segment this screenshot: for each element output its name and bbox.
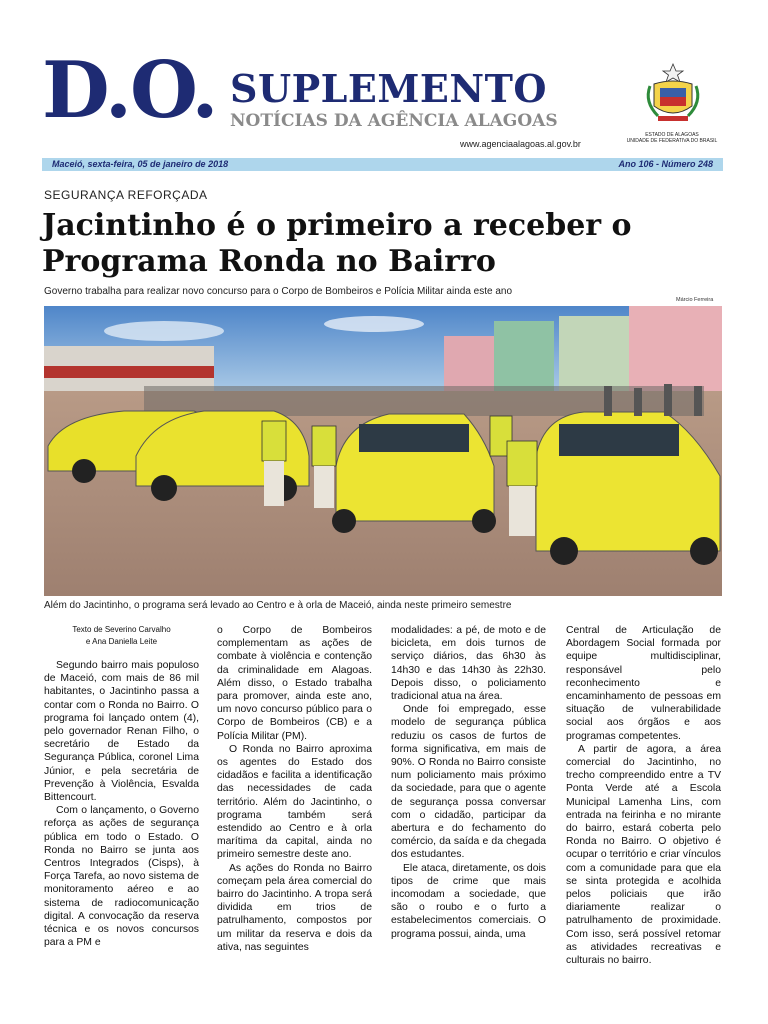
paragraph: Segundo bairro mais populoso de Maceió, com mais de 86 mil habitantes, o Jacintinho passa a contar com o Ronda no Bairro. O programa foi lançado ontem (4), pelo governador Renan Filho, o secretário de Estado da Segurança Pública, coronel Lima Júnior, e pela secretária de Prevenção à Violência, Esvalda Bittencourt.	[44, 660, 199, 804]
website-link[interactable]: www.agenciaalagoas.al.gov.br	[460, 139, 581, 149]
paragraph: Ele ataca, diretamente, os dois tipos de crime que mais incomodam a sociedade, que são o roubo e o furto a estabelecimentos comerciais. O programa possui, ainda, uma	[391, 862, 546, 940]
paragraph: Central de Articulação de Abordagem Social formada por equipe multidisciplinar, responsável pelo reconhecimento e encaminhamento de pessoas em situação de vulnerabilidade social aos órgãos e aos programas competentes.	[566, 625, 721, 742]
photo-caption: Além do Jacintinho, o programa será levado ao Centro e à orla de Maceió, ainda neste primeiro semestre	[44, 600, 512, 611]
article-photo	[44, 306, 722, 596]
supplement-title: SUPLEMENTO	[230, 66, 547, 111]
do-logo: D.O.	[42, 45, 217, 136]
supplement-subtitle: NOTÍCIAS DA AGÊNCIA ALAGOAS	[230, 111, 558, 131]
paragraph: A partir de agora, a área comercial do Jacintinho, no trecho compreendido entre a TV Ponta Verde até a Escola Municipal Lamenha Lins, com entrada na feirinha e no mirante do bairro, estará coberta pelo Ronda no Bairro. O objetivo é ocupar o território e criar vínculos com a comunidade para que ela se sinta protegida e acolhida pelos policiais que irão diariamente realizar o patrulhamento de proximidade. Com isso, será possível retomar as atividades recreativas e culturais no bairro.	[566, 743, 721, 967]
paragraph: O Ronda no Bairro aproxima os agentes do Estado dos cidadãos e facilita a identificação das necessidades de cada território. Além do Jacintinho, o programa também será estendido ao Centro e à orla marítima da capital, ainda no primeiro semestre deste ano.	[217, 743, 372, 861]
paragraph: As ações do Ronda no Bairro começam pela área comercial do bairro do Jacintinho. A tropa será dividida em trios de patrulhamento, compostos por um militar da reserva e dois da ativa, nas seguintes	[217, 862, 372, 953]
article-column-4	[566, 624, 721, 967]
article-subhead: Governo trabalha para realizar novo concurso para o Corpo de Bombeiros e Polícia Militar ainda este ano	[44, 286, 513, 297]
byline	[44, 624, 199, 648]
paragraph: Onde foi empregado, esse modelo de segurança pública reduziu os casos de furtos de forma significativa, em mais de 90%. O Ronda no Bairro consiste num policiamento mais próximo da sociedade, para que o agente de segurança possa conversar com o cidadão, participar da abertura e do fechamento do comércio, da saída e da chegada dos estudantes.	[391, 704, 546, 861]
state-crest-icon	[640, 62, 706, 128]
paragraph: o Corpo de Bombeiros complementam as ações de combate à violência e contenção da criminalidade em Alagoas. Além disso, o Estado trabalha para promover, ainda este ano, um novo concurso público para o Corpo de Bombeiros (CB) e a Polícia Militar (PM).	[217, 625, 372, 742]
section-kicker: SEGURANÇA REFORÇADA	[44, 188, 208, 202]
article-column-3	[391, 624, 546, 941]
photo-credit: Márcio Ferreira	[676, 297, 714, 303]
article-column-1	[44, 624, 199, 949]
paragraph: modalidades: a pé, de moto e de bicicleta, em dois turnos de serviço diários, das 6h30 às 14h30 e das 14h30 às 22h30. Depois disso, o policiamento tradicional atua na área.	[391, 625, 546, 703]
patrol-car-3	[332, 414, 496, 533]
date-bar	[42, 158, 723, 171]
issue-number: Ano 106 - Número 248	[618, 159, 713, 169]
issue-date: Maceió, sexta-feira, 05 de janeiro de 2018	[52, 159, 229, 169]
crest-caption	[622, 132, 722, 144]
crest-line-1: ESTADO DE ALAGOAS	[645, 132, 699, 138]
crest-line-2: UNIDADE DE FEDERATIVA DO BRASIL	[626, 138, 718, 144]
byline-line-2: e Ana Daniella Leite	[85, 637, 158, 646]
byline-line-1: Texto de Severino Carvalho	[72, 625, 171, 634]
article-headline: Jacintinho é o primeiro a receber o Programa Ronda no Bairro	[42, 208, 632, 279]
paragraph: Com o lançamento, o Governo reforça as ações de segurança pública em todo o Estado. O Ronda no Bairro se junta aos Centros Integrados (Cisps), à Força Tarefa, ao novo sistema de monitoramento aéreo e ao sistema de radiocomunicação digital. A convocação da reserva técnica e os novos concursos para a PM e	[44, 805, 199, 949]
article-column-2	[217, 624, 372, 954]
